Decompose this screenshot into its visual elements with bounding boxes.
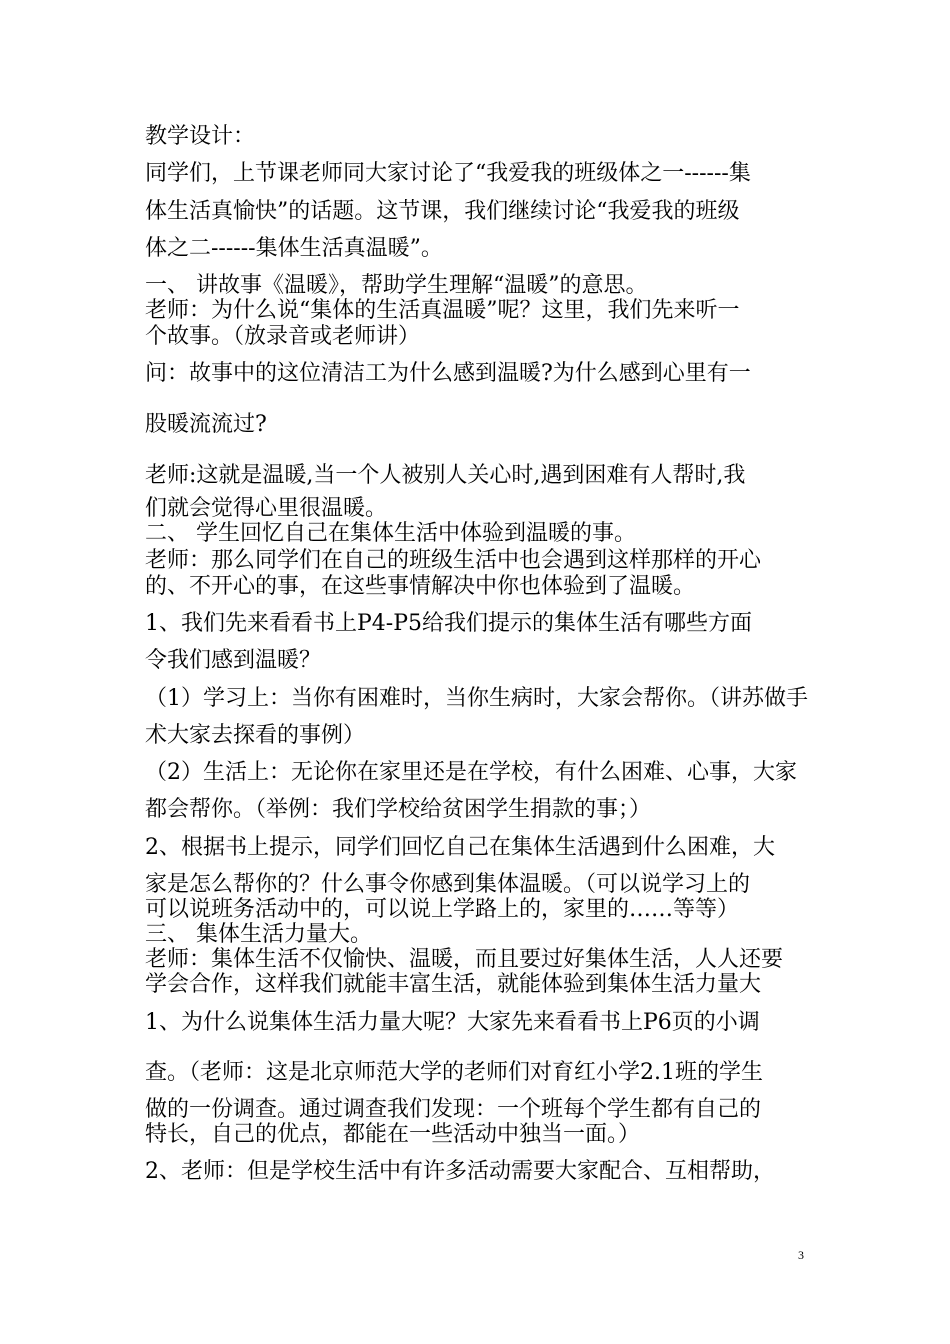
paragraph-line: 令我们感到温暖？ <box>145 648 322 673</box>
paragraph-line: 可以说班务活动中的，可以说上学路上的，家里的……等等） <box>145 897 740 922</box>
paragraph-line: 问：故事中的这位清洁工为什么感到温暖?为什么感到心里有一 <box>145 361 751 386</box>
paragraph-line: 同学们，上节课老师同大家讨论了“我爱我的班级体之一------集 <box>145 161 751 186</box>
paragraph-line: 做的一份调查。通过调查我们发现：一个班每个学生都有自己的 <box>145 1097 762 1122</box>
paragraph-line: 2、根据书上提示，同学们回忆自己在集体生活遇到什么困难，大 <box>145 835 775 860</box>
paragraph-line: 们就会觉得心里很温暖。 <box>145 496 388 521</box>
paragraph-line: 查。（老师：这是北京师范大学的老师们对育红小学2.1班的学生 <box>145 1060 763 1085</box>
paragraph-line: 术大家去探看的事例） <box>145 723 366 748</box>
paragraph-line: 学会合作，这样我们就能丰富生活，就能体验到集体生活力量大 <box>145 972 762 997</box>
section-heading: 三、 集体生活力量大。 <box>145 922 372 947</box>
paragraph-line: 老师:这就是温暖,当一个人被别人关心时,遇到困难有人帮时,我 <box>145 463 746 488</box>
paragraph-line: （2）生活上：无论你在家里还是在学校，有什么困难、心事，大家 <box>145 760 797 785</box>
paragraph-line: 体之二------集体生活真温暖”。 <box>145 236 443 261</box>
section-heading: 二、 学生回忆自己在集体生活中体验到温暖的事。 <box>145 521 636 546</box>
section-heading: 教学设计： <box>145 124 256 149</box>
paragraph-line: 特长，自己的优点，都能在一些活动中独当一面。） <box>145 1122 641 1147</box>
paragraph-line: 家是怎么帮你的？什么事令你感到集体温暖。（可以说学习上的 <box>145 872 751 897</box>
paragraph-line: 的、不开心的事，在这些事情解决中你也体验到了温暖。 <box>145 574 696 599</box>
paragraph-line: 老师：集体生活不仅愉快、温暖，而且要过好集体生活，人人还要 <box>145 947 784 972</box>
paragraph-line: 2、老师：但是学校生活中有许多活动需要大家配合、互相帮助， <box>145 1159 775 1184</box>
page-number: 3 <box>798 1248 804 1262</box>
paragraph-line: （1）学习上：当你有困难时，当你生病时，大家会帮你。（讲苏做手 <box>145 686 808 711</box>
paragraph-line: 股暖流流过? <box>145 412 267 437</box>
paragraph-line: 老师：那么同学们在自己的班级生活中也会遇到这样那样的开心 <box>145 548 762 573</box>
paragraph-line: 1、我们先来看看书上P4-P5给我们提示的集体生活有哪些方面 <box>145 611 753 636</box>
paragraph-line: 老师：为什么说“集体的生活真温暖”呢？这里，我们先来听一 <box>145 298 740 323</box>
paragraph-line: 个故事。（放录音或老师讲） <box>145 324 421 349</box>
paragraph-line: 体生活真愉快”的话题。这节课，我们继续讨论“我爱我的班级 <box>145 199 740 224</box>
section-heading: 一、 讲故事《温暖》，帮助学生理解“温暖”的意思。 <box>145 273 648 298</box>
paragraph-line: 都会帮你。（举例：我们学校给贫困学生捐款的事；） <box>145 797 652 822</box>
paragraph-line: 1、为什么说集体生活力量大呢？大家先来看看书上P6页的小调 <box>145 1010 760 1035</box>
